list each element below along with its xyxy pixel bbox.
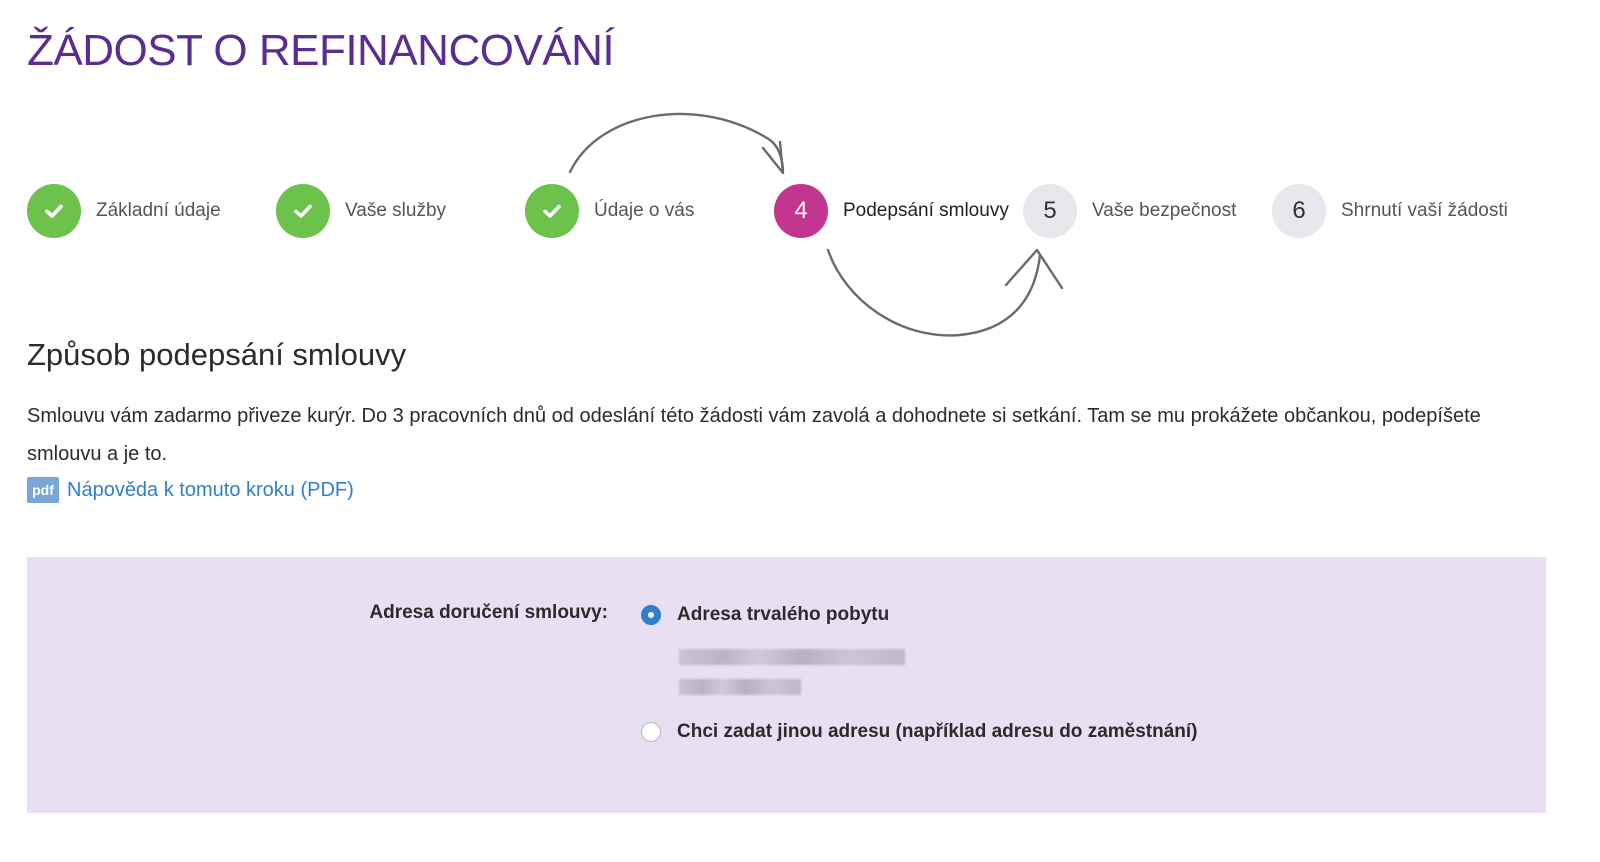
step-6-circle: 6 <box>1272 184 1326 238</box>
step-1-label: Základní údaje <box>96 200 221 221</box>
step-1-circle <box>27 184 81 238</box>
step-1[interactable] <box>27 184 221 238</box>
delivery-address-label: Adresa doručení smlouvy: <box>369 602 608 623</box>
step-4-label: Podepsání smlouvy <box>843 200 1009 221</box>
step-3[interactable] <box>525 184 694 238</box>
step-3-circle <box>525 184 579 238</box>
radio-permanent-address-label: Adresa trvalého pobytu <box>677 604 890 625</box>
step-6-label: Shrnutí vaší žádosti <box>1341 200 1508 221</box>
arrow-curve-bottom <box>828 250 1040 335</box>
radio-other-address[interactable] <box>641 721 1198 743</box>
checkmark-icon <box>42 199 66 223</box>
step-5-label: Vaše bezpečnost <box>1092 200 1237 221</box>
arrow-head-bottom <box>1006 250 1062 288</box>
arrow-curve-top <box>570 114 783 172</box>
pdf-icon: pdf <box>27 477 59 503</box>
step-6 <box>1272 184 1508 238</box>
delivery-form-panel <box>27 557 1546 813</box>
page-title: ŽÁDOST O REFINANCOVÁNÍ <box>27 26 615 75</box>
step-2-label: Vaše služby <box>345 200 447 221</box>
step-5 <box>1023 184 1236 238</box>
checkmark-icon <box>540 199 564 223</box>
help-link-label: Nápověda k tomuto kroku (PDF) <box>67 478 354 501</box>
step-2[interactable] <box>276 184 446 238</box>
section-title: Způsob podepsání smlouvy <box>27 337 407 372</box>
radio-permanent-address[interactable] <box>641 604 889 626</box>
arrow-head-top <box>763 142 783 173</box>
step-2-circle <box>276 184 330 238</box>
radio-permanent-address-input[interactable] <box>641 605 661 625</box>
step-4-circle: 4 <box>774 184 828 238</box>
step-4 <box>774 184 1009 238</box>
radio-other-address-input[interactable] <box>641 722 661 742</box>
progress-steps <box>0 184 1600 238</box>
step-3-label: Údaje o vás <box>594 200 695 221</box>
section-description: Smlouvu vám zadarmo přiveze kurýr. Do 3 pracovních dnů od odeslání této žádosti vám zavolá a dohodnete si setkání. Tam se mu prokážete občankou, podepíšete smlouvu a je to. <box>27 405 1481 465</box>
redacted-address-line-1 <box>679 649 905 665</box>
redacted-address-line-2 <box>679 679 801 695</box>
checkmark-icon <box>291 199 315 223</box>
help-pdf-link[interactable] <box>27 477 354 503</box>
step-5-circle: 5 <box>1023 184 1077 238</box>
radio-other-address-label: Chci zadat jinou adresu (například adresu do zaměstnání) <box>677 721 1198 742</box>
